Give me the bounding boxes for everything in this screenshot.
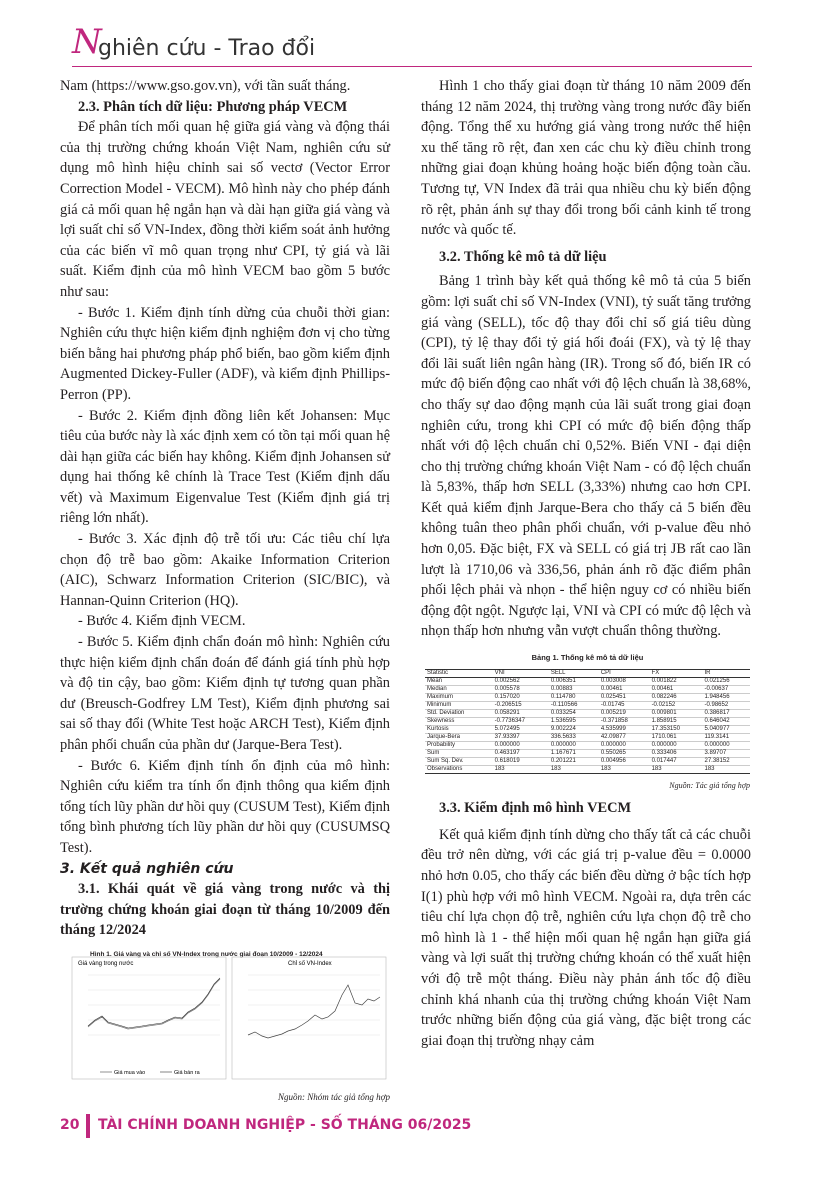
table-cell: 0.017447 [650,757,703,765]
table-cell: -0.7736347 [493,717,549,725]
table-row [425,701,750,709]
table-cell: 183 [599,765,650,773]
paragraph: Nam (https://www.gso.gov.vn), với tần suất tháng. [60,78,351,94]
table-cell: -0.02152 [650,701,703,709]
table-header-cell: CPI [599,669,650,677]
paragraph: Để phân tích mối quan hệ giữa giá vàng và động thái của thị trường chứng khoán Việt Nam, nghiên cứu sử dụng mô hình hiệu chỉnh sai số vectơ (Vector Error Correction Model - VECM). Mô hình này cho phép đánh giá cả mối quan hệ ngắn hạn và dài hạn giữa giá vàng và lợi suất chỉ số VN-Index, đồng thời kiểm soát ảnh hưởng của các biến vĩ mô quan trọng như CPI, tỷ giá và lãi suất. Kiểm định của mô hình VECM bao gồm 5 bước như sau: [60,119,390,300]
journal-name: TÀI CHÍNH DOANH NGHIỆP - SỐ THÁNG 06/2025 [98,1117,472,1133]
table-cell: Maximum [425,693,493,701]
table-cell: -0.206515 [493,701,549,709]
footer-bar [86,1114,90,1138]
table-body [425,677,750,773]
vnindex-panel-title: Chỉ số VN-Index [288,960,332,967]
table-header-cell: VNI [493,669,549,677]
table-cell: 0.00883 [549,685,599,693]
right-column [421,76,751,1051]
table-cell: Mean [425,677,493,685]
table-cell: 0.646042 [703,717,751,725]
table-cell: 0.000000 [703,741,751,749]
table-cell: 183 [493,765,549,773]
table-row [425,709,750,717]
table-cell: 0.005578 [493,685,549,693]
table-row [425,677,750,685]
paragraph: Bảng 1 trình bày kết quả thống kê mô tả của 5 biến gồm: lợi suất chỉ số VN-Index (VNI), tỷ suất tăng trưởng giá vàng (SELL), tốc độ thay đổi chỉ số giá tiêu dùng (CPI), tỷ lệ thay đổi tỷ giá hối đoái (FX), và tỷ lệ thay đổi lãi suất liên ngân hàng (IR). Trong số đó, biến IR có mức độ biến động cao nhất với độ lệch chuẩn là 38,68%, cho thấy sự dao động mạnh của lãi suất trong giai đoạn nghiên cứu, trong khi CPI có mức độ biến động thấp nhất với độ lệch chuẩn chỉ 0,52%. Biến VNI - đại diện cho thị trường chứng khoán Việt Nam - có độ lệch chuẩn là 5,83%, thấp hơn SELL (3,33%) nhưng cao hơn CPI. Kết quả kiểm định Jarque-Bera cho thấy cả 5 biến đều không tuân theo phân phối chuẩn, với p-value đều nhỏ hơn 0,05. Đặc biệt, FX và SELL có giá trị JB rất cao lần lượt là 1710,06 và 336,56, phản ánh rõ đặc điểm phân phối lệch phải và nhọn - thể hiện nguy cơ có nhiều biến động đột ngột. Ngược lại, VNI và CPI có mức độ lệch và nhọn thấp hơn nhưng vẫn vượt chuẩn thông thường. [421,273,751,640]
table-cell: 183 [650,765,703,773]
table-cell: 0.004956 [599,757,650,765]
table-cell: Sum Sq. Dev. [425,757,493,765]
table-cell: 0.114780 [549,693,599,701]
header-title: ghiên cứu - Trao đổi [98,36,316,61]
table-cell: 27.38152 [703,757,751,765]
header-rule [72,66,752,67]
table-row [425,725,750,733]
figure-source: Nguồn: Nhóm tác giả tổng hợp [277,1091,390,1102]
table-cell: 0.000000 [493,741,549,749]
table-cell: Minimum [425,701,493,709]
figure-1-chart [70,955,388,1085]
table-cell: -0.98652 [703,701,751,709]
table-cell: 0.618019 [493,757,549,765]
table-row [425,741,750,749]
table-cell: 0.333406 [650,749,703,757]
paragraph: Hình 1 cho thấy giai đoạn từ tháng 10 năm 2009 đến tháng 12 năm 2024, thị trường vàng trong nước đầy biến động. Tổng thể xu hướng giá vàng trong nước thể hiện xu thế tăng rõ rệt, đan xen các chu kỳ điều chỉnh trong những giai đoạn khủng hoảng hoặc biến động toàn cầu. Tương tự, VN Index đã trải qua nhiều chu kỳ biến động rõ rệt, phản ánh sự thay đổi trong bối cảnh kinh tế trong nước và quốc tế. [421,78,751,239]
table-row [425,765,750,773]
table-cell: 1.536595 [549,717,599,725]
table-row [425,717,750,725]
table-cell: 0.550265 [599,749,650,757]
table-cell: 0.058291 [493,709,549,717]
vnindex-line [248,985,380,1038]
table-cell: 17.353150 [650,725,703,733]
table-cell: 119.3141 [703,733,751,741]
header-initial: N [72,22,102,62]
table-header-row [425,669,750,677]
table-cell: -0.371858 [599,717,650,725]
table-cell: 1.858915 [650,717,703,725]
paragraph: Kết quả kiểm định tính dừng cho thấy tất cả các chuỗi đều trở nên dừng, với các giá trị p-value đều = 0.0000 nhỏ hơn 0.05, cho thấy các biến đều dừng ở bậc tích hợp I(1) phù hợp với mô hình VECM. Ngoài ra, dựa trên các tiêu chí lựa chọn độ trễ, nghiên cứu lựa chọn độ trễ cho mô hình là 1 - thể hiện mối quan hệ ngắn hạn giữa giá vàng và lợi suất thị trường chứng khoán có thể xuất hiện với độ trễ một tháng. Điều này phản ánh tốc độ điều chỉnh khá nhanh của thị trường chứng khoán Việt Nam trước những biến động của giá vàng, đặc biệt trong các giai đoạn thị trường nhạy cảm [421,826,751,1049]
table-cell: 336.5633 [549,733,599,741]
step-6: - Bước 6. Kiểm định tính ổn định của mô hình: Nghiên cứu kiểm tra tính ổn định thông qua kiểm định tổng tích lũy phần dư hồi quy (CUSUM Test), Kiểm định tổng bình phương tích lũy phần dư hồi quy (CUSUMSQ Test). [60,757,390,856]
table-cell: 3.89707 [703,749,751,757]
table-cell: 37.93397 [493,733,549,741]
table-cell: 0.003008 [599,677,650,685]
step-2: - Bước 2. Kiểm định đồng liên kết Johansen: Mục tiêu của bước này là xác định xem có tồn tại mối quan hệ dài hạn giữa các biến hay không. Kiểm định Johansen sử dụng hai thống kê chính là Trace Test (Kiểm định dấu vết) và Maximum Eigenvalue Test (Kiểm định giá trị riêng lớn nhất). [60,407,390,527]
vnindex-gridlines [248,975,380,1035]
table-cell: 0.033254 [549,709,599,717]
legend-buy: Giá mua vào [114,1069,146,1076]
table-cell: 42.09877 [599,733,650,741]
table-row [425,685,750,693]
table-cell: 183 [703,765,751,773]
gold-panel-title: Giá vàng trong nước [78,960,134,967]
table-cell: 0.082246 [650,693,703,701]
table-cell: Median [425,685,493,693]
section-heading-3: 3. Kết quả nghiên cứu [60,860,234,877]
table-cell: 0.005219 [599,709,650,717]
table-cell: 0.463197 [493,749,549,757]
table-cell: Skewness [425,717,493,725]
table-cell: 0.00461 [599,685,650,693]
legend-sell: Giá bán ra [174,1069,200,1076]
table-cell: 0.002562 [493,677,549,685]
table-cell: Kurtosis [425,725,493,733]
table-cell: Sum [425,749,493,757]
table-cell: 4.535999 [599,725,650,733]
figure-1 [70,945,388,1085]
table-row [425,749,750,757]
section-heading-3-2: 3.2. Thống kê mô tả dữ liệu [439,248,607,265]
step-5: - Bước 5. Kiểm định chẩn đoán mô hình: Nghiên cứu thực hiện kiểm định chẩn đoán để đánh giá tính phù hợp và độ tin cậy, bao gồm: Kiểm định tự tương quan phần dư (Breusch-Godfrey LM Test), Kiểm định phương sai sai số thay đổi (White Test hoặc ARCH Test), Kiểm định phân phối chuẩn của phần dư (Jarque-Bera Test). [60,634,390,753]
table-header-cell: SELL [549,669,599,677]
table-row [425,693,750,701]
table-cell: Jarque-Bera [425,733,493,741]
left-column [60,76,390,1108]
table-cell: 0.025451 [599,693,650,701]
table-cell: 0.386817 [703,709,751,717]
table-header-cell: Statistic [425,669,493,677]
table-cell: 1710.061 [650,733,703,741]
table-source: Nguồn: Tác giả tổng hợp [669,780,750,790]
table-cell: 1.167671 [549,749,599,757]
table-cell: 0.00461 [650,685,703,693]
table-cell: -0.01745 [599,701,650,709]
table-cell: 5.072495 [493,725,549,733]
step-3: - Bước 3. Xác định độ trễ tối ưu: Các tiêu chí lựa chọn độ trễ bao gồm: Akaike Information Criterion (AIC), Schwarz Information Criterion (SIC/BIC), và Hannan-Quinn Criterion (HQ). [60,531,390,609]
table-cell: -0.00637 [703,685,751,693]
table-cell: 0.021256 [703,677,751,685]
table-cell: 0.157020 [493,693,549,701]
table-row [425,757,750,765]
table-cell: 0.000000 [599,741,650,749]
table-cell: 9.002224 [549,725,599,733]
table-cell: Probability [425,741,493,749]
table-cell: 0.000000 [650,741,703,749]
figure-title: Hình 1. Giá vàng và chỉ số VN-Index trong nước giai đoạn 10/2009 - 12/2024 [90,950,323,958]
table-cell: 0.000000 [549,741,599,749]
step-4: - Bước 4. Kiểm định VECM. [78,613,246,630]
table-cell: 5.040977 [703,725,751,733]
table-1 [425,648,750,796]
stats-table [425,669,750,774]
table-header-cell: IR [703,669,751,677]
section-heading-3-1: 3.1. Khái quát về giá vàng trong nước và thị trường chứng khoán giai đoạn từ tháng 10/2009 đến tháng 12/2024 [60,881,390,939]
table-cell: 1.948456 [703,693,751,701]
page-number: 20 [60,1117,80,1133]
table-header-cell: FX [650,669,703,677]
section-heading-3-3: 3.3. Kiểm định mô hình VECM [439,800,632,817]
section-heading-2-3: 2.3. Phân tích dữ liệu: Phương pháp VECM [78,98,348,115]
table-row [425,733,750,741]
table-cell: 183 [549,765,599,773]
gold-sell-line [88,978,220,1028]
table-cell: 0.009801 [650,709,703,717]
table-cell: 0.201221 [549,757,599,765]
table-cell: 0.001822 [650,677,703,685]
table-cell: Observations [425,765,493,773]
table-title: Bảng 1. Thống kê mô tả dữ liệu [531,653,644,663]
table-cell: 0.006351 [549,677,599,685]
table-cell: Std. Deviation [425,709,493,717]
table-cell: -0.110566 [549,701,599,709]
step-1: - Bước 1. Kiểm định tính dừng của chuỗi thời gian: Nghiên cứu thực hiện kiểm định nghiệm đơn vị cho từng biến bằng hai phương pháp phổ biến, bao gồm kiểm định Augmented Dickey-Fuller (ADF), và kiểm định Phillips-Perron (PP). [60,304,390,403]
